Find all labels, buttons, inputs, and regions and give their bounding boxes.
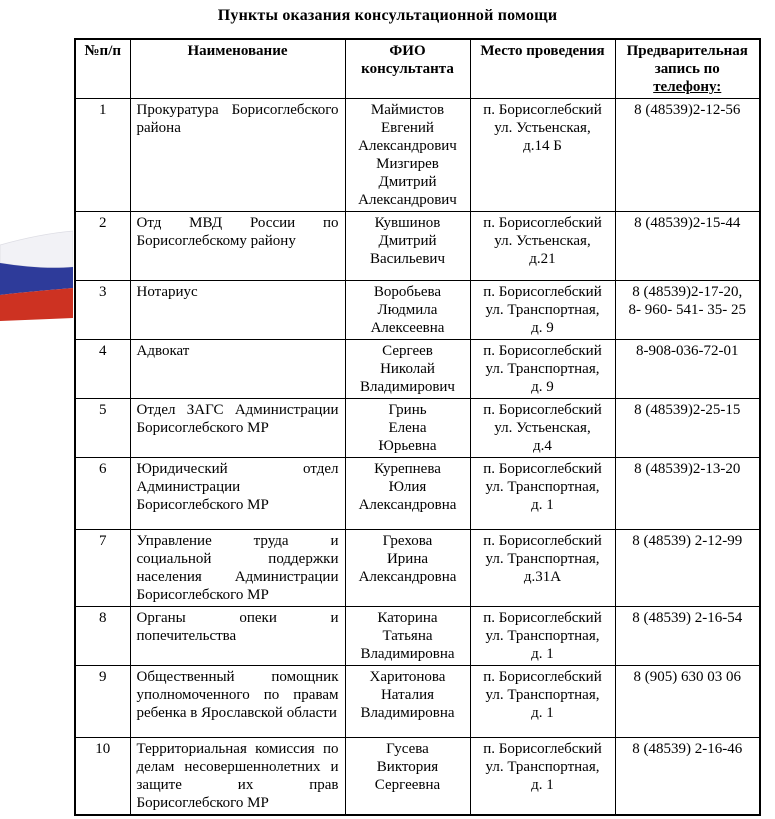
- cell-phone: 8 (48539)2-25-15: [615, 399, 760, 458]
- consultation-table: [74, 38, 761, 816]
- table-row: [75, 607, 760, 666]
- table-row: [75, 399, 760, 458]
- cell-num: 7: [75, 530, 130, 607]
- cell-num: 1: [75, 99, 130, 212]
- page-title: Пункты оказания консультационной помощи: [217, 7, 558, 24]
- flag-red-band: [0, 288, 73, 321]
- table-body: [75, 99, 760, 816]
- cell-place: п. Борисоглебский ул. Устьенская, д.14 Б: [470, 99, 615, 212]
- table-row: [75, 281, 760, 340]
- cell-place: п. Борисоглебский ул. Устьенская, д.21: [470, 212, 615, 281]
- cell-name: Адвокат: [130, 340, 345, 399]
- column-header-phone-underlined: телефону:: [653, 79, 722, 95]
- cell-place: п. Борисоглебский ул. Транспортная, д. 1: [470, 458, 615, 530]
- cell-consultant: Курепнева Юлия Александровна: [345, 458, 470, 530]
- cell-num: 8: [75, 607, 130, 666]
- cell-name: Юридический отдел Администрации Борисоглебского МР: [130, 458, 345, 530]
- cell-phone: 8 (48539)2-17-20, 8- 960- 541- 35- 25: [615, 281, 760, 340]
- cell-name: Управление труда и социальной поддержки населения Администрации Борисоглебского МР: [130, 530, 345, 607]
- cell-phone: 8 (48539) 2-16-46: [615, 738, 760, 816]
- cell-num: 9: [75, 666, 130, 738]
- cell-name: Отд МВД России по Борисоглебскому району: [130, 212, 345, 281]
- column-header-consultant: ФИО консультанта: [345, 39, 470, 99]
- cell-place: п. Борисоглебский ул. Транспортная, д. 9: [470, 281, 615, 340]
- cell-num: 6: [75, 458, 130, 530]
- cell-phone: 8 (48539) 2-12-99: [615, 530, 760, 607]
- cell-name: Отдел ЗАГС Администрации Борисоглебского МР: [130, 399, 345, 458]
- cell-place: п. Борисоглебский ул. Транспортная, д. 1: [470, 738, 615, 816]
- cell-place: п. Борисоглебский ул. Транспортная, д. 9: [470, 340, 615, 399]
- cell-place: п. Борисоглебский ул. Транспортная, д. 1: [470, 666, 615, 738]
- cell-place: п. Борисоглебский ул. Транспортная, д. 1: [470, 607, 615, 666]
- cell-name: Прокуратура Борисоглебского района: [130, 99, 345, 212]
- cell-place: п. Борисоглебский ул. Транспортная, д.31А: [470, 530, 615, 607]
- cell-phone: 8 (48539)2-13-20: [615, 458, 760, 530]
- table-row: [75, 458, 760, 530]
- cell-name: Территориальная комиссия по делам несовершеннолетних и защите их прав Борисоглебского МР: [130, 738, 345, 816]
- cell-name: Общественный помощник уполномоченного по правам ребенка в Ярославской области: [130, 666, 345, 738]
- cell-num: 10: [75, 738, 130, 816]
- table-row: [75, 738, 760, 816]
- cell-consultant: Гринь Елена Юрьевна: [345, 399, 470, 458]
- cell-place: п. Борисоглебский ул. Устьенская, д.4: [470, 399, 615, 458]
- cell-phone: 8 (905) 630 03 06: [615, 666, 760, 738]
- cell-name: Органы опеки и попечительства: [130, 607, 345, 666]
- column-header-name: Наименование: [130, 39, 345, 99]
- cell-consultant: Гусева Виктория Сергеевна: [345, 738, 470, 816]
- cell-consultant: Харитонова Наталия Владимировна: [345, 666, 470, 738]
- cell-num: 4: [75, 340, 130, 399]
- cell-consultant: Грехова Ирина Александровна: [345, 530, 470, 607]
- column-header-num: №п/п: [75, 39, 130, 99]
- cell-phone: 8 (48539)2-12-56: [615, 99, 760, 212]
- flag-white-band: [0, 231, 73, 268]
- cell-consultant: Каторина Татьяна Владимировна: [345, 607, 470, 666]
- column-header-place: Место проведения: [470, 39, 615, 99]
- table-header: [75, 39, 760, 99]
- russian-flag-decoration: [0, 228, 73, 324]
- cell-consultant: Маймистов Евгений Александрович Мизгирев Дмитрий Александрович: [345, 99, 470, 212]
- cell-phone: 8 (48539) 2-16-54: [615, 607, 760, 666]
- table-row: [75, 340, 760, 399]
- column-header-phone: Предварительная запись по телефону:: [615, 39, 760, 99]
- flag-blue-band: [0, 263, 73, 295]
- table-row: [75, 666, 760, 738]
- cell-consultant: Воробьева Людмила Алексеевна: [345, 281, 470, 340]
- cell-phone: 8 (48539)2-15-44: [615, 212, 760, 281]
- cell-name: Нотариус: [130, 281, 345, 340]
- russian-flag-icon: [0, 228, 73, 324]
- table-row: [75, 212, 760, 281]
- table-header-row: [75, 39, 760, 99]
- cell-consultant: Сергеев Николай Владимирович: [345, 340, 470, 399]
- table-row: [75, 99, 760, 212]
- cell-phone: 8-908-036-72-01: [615, 340, 760, 399]
- cell-num: 3: [75, 281, 130, 340]
- cell-num: 5: [75, 399, 130, 458]
- cell-num: 2: [75, 212, 130, 281]
- table-row: [75, 530, 760, 607]
- cell-consultant: Кувшинов Дмитрий Васильевич: [345, 212, 470, 281]
